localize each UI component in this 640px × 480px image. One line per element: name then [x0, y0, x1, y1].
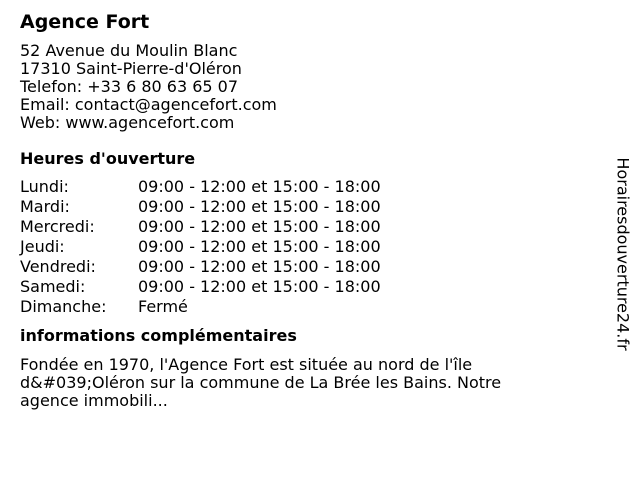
- hours-table: [20, 177, 600, 317]
- hours-row-samedi: [20, 277, 600, 297]
- watermark-text: Horairesdouverture24.fr: [613, 157, 633, 351]
- business-card: [20, 10, 600, 410]
- hours-day: Mercredi:: [20, 217, 95, 236]
- hours-day: Dimanche:: [20, 297, 107, 316]
- hours-time: 09:00 - 12:00 et 15:00 - 18:00: [138, 197, 381, 216]
- hours-time: 09:00 - 12:00 et 15:00 - 18:00: [138, 217, 381, 236]
- web-line: Web: www.agencefort.com: [20, 113, 235, 132]
- hours-time: 09:00 - 12:00 et 15:00 - 18:00: [138, 177, 381, 196]
- hours-row-mardi: [20, 197, 600, 217]
- hours-day: Vendredi:: [20, 257, 96, 276]
- hours-row-jeudi: [20, 237, 600, 257]
- hours-heading: Heures d'ouverture: [20, 149, 196, 168]
- hours-day: Lundi:: [20, 177, 69, 196]
- phone-line: Telefon: +33 6 80 63 65 07: [20, 77, 239, 96]
- address-city: 17310 Saint-Pierre-d'Oléron: [20, 59, 242, 78]
- info-description: Fondée en 1970, l'Agence Fort est située au nord de l'île d&#039;Oléron sur la commune de La Brée les Bains. Notre agence immobili...: [20, 355, 502, 410]
- hours-time: 09:00 - 12:00 et 15:00 - 18:00: [138, 237, 381, 256]
- address-street: 52 Avenue du Moulin Blanc: [20, 41, 238, 60]
- hours-row-mercredi: [20, 217, 600, 237]
- hours-time: 09:00 - 12:00 et 15:00 - 18:00: [138, 277, 381, 296]
- hours-row-dimanche: [20, 297, 600, 317]
- hours-row-lundi: [20, 177, 600, 197]
- hours-day: Samedi:: [20, 277, 86, 296]
- hours-day: Jeudi:: [20, 237, 65, 256]
- hours-time: Fermé: [138, 297, 188, 316]
- hours-day: Mardi:: [20, 197, 70, 216]
- hours-time: 09:00 - 12:00 et 15:00 - 18:00: [138, 257, 381, 276]
- hours-row-vendredi: [20, 257, 600, 277]
- contact-block: [20, 42, 600, 132]
- email-line: Email: contact@agencefort.com: [20, 95, 277, 114]
- business-name: Agence Fort: [20, 11, 150, 33]
- info-heading: informations complémentaires: [20, 326, 297, 345]
